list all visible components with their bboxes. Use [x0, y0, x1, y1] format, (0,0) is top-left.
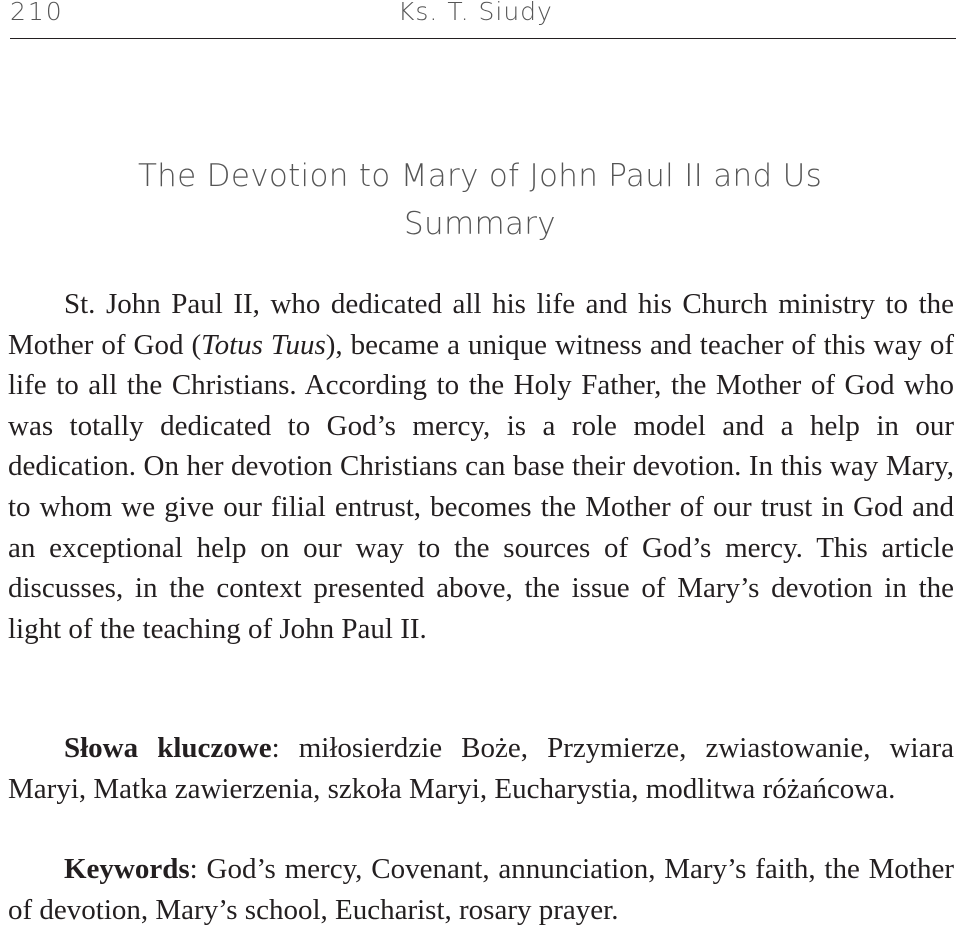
keywords-polish	[8, 728, 954, 809]
article-title	[0, 152, 960, 248]
keywords-english	[8, 849, 954, 930]
running-title: Ks. T. Siudy	[398, 0, 553, 26]
keywords-english-label: Keywords	[64, 853, 190, 885]
summary-italic: Totus Tuus	[201, 328, 326, 361]
keywords-polish-text: : miłosierdzie Boże, Przymierze, zwiastowanie, wiara Maryi, Matka zawierzenia, szkoła Maryi, Eucharystia, modlitwa różańcowa.	[8, 732, 955, 805]
keywords-english-text: : God’s mercy, Covenant, annunciation, Mary’s faith, the Mother of devotion, Mary’s school, Eucharist, rosary prayer.	[8, 853, 954, 926]
title-line: The Devotion to Mary of John Paul II and Us	[137, 158, 823, 194]
summary-text-end: ), became a unique witness and teacher of this way of life to all the Christians. According to the Holy Father, the Mother of God who was totally dedicated to God’s mercy, is a role model and a help in our dedication. On her devotion Christians can base their devotion. In this way Mary, to whom we give our filial entrust, becomes the Mother of our trust in God and an exceptional help on our way to the sources of God’s mercy. This article discusses, in the context presented above, the issue of Mary’s devotion in the light of the teaching of John Paul II.	[8, 328, 954, 645]
keywords-polish-label: Słowa kluczowe	[64, 732, 272, 764]
summary-paragraph	[8, 284, 954, 649]
summary-heading: Summary	[404, 206, 556, 242]
summary-text-start: St. John Paul II, who dedicated all his life and his Church ministry to the Mother of God (	[8, 288, 954, 361]
running-head	[10, 0, 956, 39]
page-number: 210	[10, 0, 64, 26]
